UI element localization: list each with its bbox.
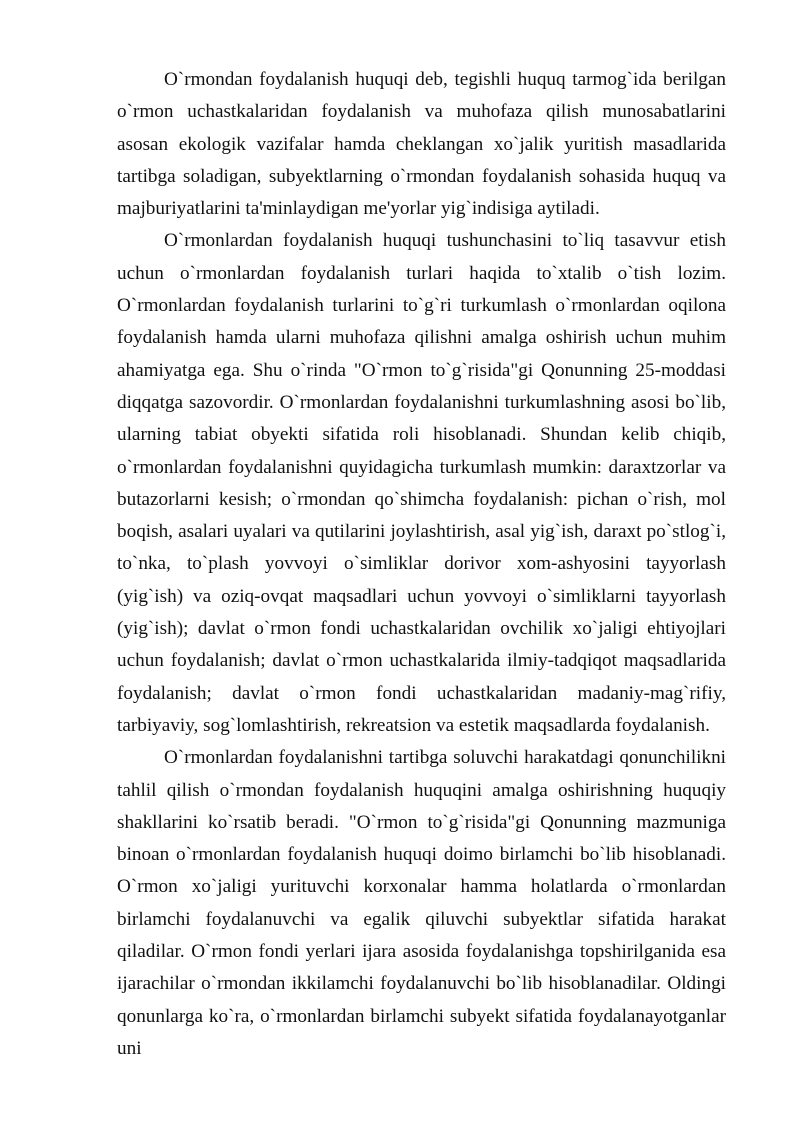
paragraph-legislation-analysis: O`rmonlardan foydalanishni tartibga soluvchi harakatdagi qonunchilikni tahlil qilish o`rmondan foydalanish huquqini amalga oshirishning huquqiy shakllarini ko`rsatib beradi. "O`rmon to`g`risida"gi Qonunning mazmuniga binoan o`rmonlardan foydalanish huquqi doimo birlamchi bo`lib hisoblanadi. O`rmon xo`jaligi yurituvchi korxonalar hamma holatlarda o`rmonlardan birlamchi foydalanuvchi va egalik qiluvchi subyektlar sifatida harakat qiladilar. O`rmon fondi yerlari ijara asosida foydalanishga topshirilganida esa ijarachilar o`rmondan ikkilamchi foydalanuvchi bo`lib hisoblanadilar. Oldingi qonunlarga ko`ra, o`rmonlardan birlamchi subyekt sifatida foydalanayotganlar uni [117,747,726,1059]
paragraph-definition: O`rmondan foydalanish huquqi deb, tegishli huquq tarmog`ida berilgan o`rmon uchastkalaridan foydalanish va muhofaza qilish munosabatlarini asosan ekologik vazifalar hamda cheklangan xo`jalik yuritish masadlarida tartibga soladigan, subyektlarning o`rmondan foydalanish sohasida huquq va majburiyatlarini ta'minlaydigan me'yorlar yig`indisiga aytiladi. [117,69,726,220]
paragraph-forest-use-types: O`rmonlardan foydalanish huquqi tushunchasini to`liq tasavvur etish uchun o`rmonlardan foydalanish turlari haqida to`xtalib o`tish lozim. O`rmonlardan foydalanish turlarini to`g`ri turkumlash o`rmonlardan oqilona foydalanish hamda ularni muhofaza qilishni amalga oshirish uchun muhim ahamiyatga ega. Shu o`rinda "O`rmon to`g`risida"gi Qonunning 25-moddasi diqqatga sazovordir. O`rmonlardan foydalanishni turkumlashning asosi bo`lib, ularning tabiat obyekti sifatida roli hisoblanadi. Shundan kelib chiqib, o`rmonlardan foydalanishni quyidagicha turkumlash mumkin: daraxtzorlar va butazorlarni kesish; o`rmondan qo`shimcha foydalanish: pichan o`rish, mol boqish, asalari uyalari va qutilarini joylashtirish, asal yig`ish, daraxt po`stlog`i, to`nka, to`plash yovvoyi o`simliklar dorivor xom-ashyosini tayyorlash (yig`ish) va oziq-ovqat maqsadlari uchun yovvoyi o`simliklarni tayyorlash (yig`ish); davlat o`rmon fondi uchastkalaridan ovchilik xo`jaligi ehtiyojlari uchun foydalanish; davlat o`rmon uchastkalarida ilmiy-tadqiqot maqsadlarida foydalanish; davlat o`rmon fondi uchastkalaridan madaniy-mag`rifiy, tarbiyaviy, sog`lomlashtirish, rekreatsion va estetik maqsadlarda foydalanish. [117,230,726,736]
body-text [117,64,726,1065]
